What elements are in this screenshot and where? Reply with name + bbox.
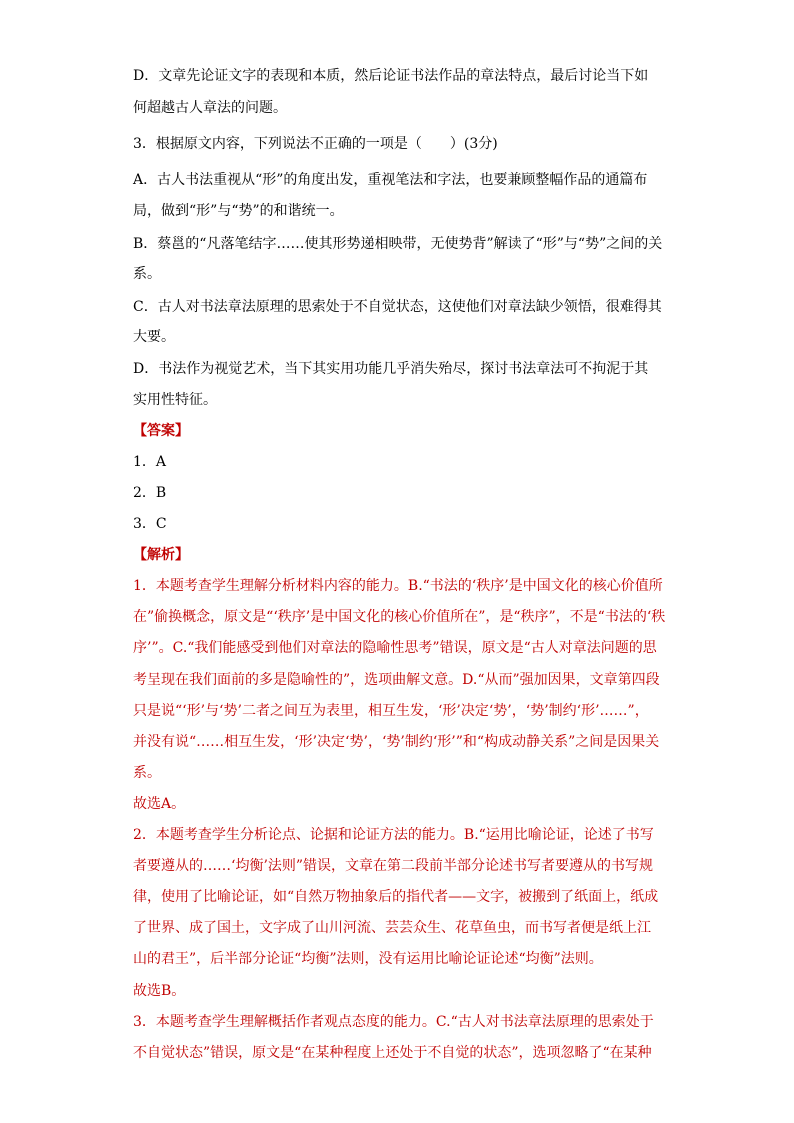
analysis-line: 1．本题考查学生理解分析材料内容的能力。B.“书法的‘秩序’是中国文化的核心价值所: [133, 578, 663, 594]
analysis-line: 并没有说“……相互生发，‘形’决定‘势’，‘势’制约‘形’”和“构成动静关系”之间是因果关: [133, 734, 660, 750]
q3-option-a-line2: 局，做到“形”与“势”的和谐统一。: [133, 203, 344, 219]
answer-item: 3．C: [133, 516, 167, 532]
analysis-line: 不自觉状态”错误，原文是“在某种程度上还处于不自觉的状态”，选项忽略了“在某种: [133, 1045, 652, 1061]
q3-option-d-line2: 实用性特征。: [133, 392, 217, 408]
analysis-line: 律，使用了比喻论证，如“自然万物抽象后的指代者——文字，被搬到了纸面上，纸成: [133, 889, 659, 905]
answer-header: 【答案】: [133, 423, 189, 439]
analysis-header: 【解析】: [133, 547, 189, 563]
analysis-line: 了世界、成了国土，文字成了山川河流、芸芸众生、花草鱼虫，而书写者便是纸上江: [133, 920, 651, 936]
option-d-line2: 何超越古人章法的问题。: [133, 100, 287, 116]
analysis-line: 山的君王”，后半部分论证“均衡”法则，没有运用比喻论证论述“均衡”法则。: [133, 951, 603, 967]
analysis-line: 只是说“‘形’与‘势’二者之间互为表里，相互生发，‘形’决定‘势’，‘势’制约‘形’……”，: [133, 703, 649, 719]
analysis-line: 在”偷换概念，原文是“‘秩序’是中国文化的核心价值所在”，是“秩序”，不是“书法的‘秩: [133, 609, 666, 625]
q3-option-a-line1: A．古人书法重视从“形”的角度出发，重视笔法和字法，也要兼顾整幅作品的通篇布: [133, 172, 648, 188]
q3-option-d-line1: D．书法作为视觉艺术，当下其实用功能几乎消失殆尽，探讨书法章法可不拘泥于其: [133, 361, 649, 377]
q3-option-b-line2: 系。: [133, 266, 161, 282]
analysis-line: 3．本题考查学生理解概括作者观点态度的能力。C.“古人对书法章法原理的思索处于: [133, 1014, 654, 1030]
q3-option-b-line1: B．蔡邕的“凡落笔结字……使其形势递相映带，无使势背”解读了“形”与“势”之间的关: [133, 236, 663, 252]
analysis-line: 2．本题考查学生分析论点、论据和论证方法的能力。B.“运用比喻论证，论述了书写: [133, 827, 654, 843]
analysis-line: 故选B。: [133, 983, 186, 999]
analysis-line: 故选A。: [133, 796, 186, 812]
answer-item: 2．B: [133, 485, 167, 501]
q3-option-c-line1: C．古人对书法章法原理的思索处于不自觉状态，这使他们对章法缺少领悟，很难得其: [133, 299, 662, 315]
question3-stem: 3．根据原文内容，下列说法不正确的一项是（ ）(3分): [133, 136, 498, 152]
analysis-line: 序’”。C.“我们能感受到他们对章法的隐喻性思考”错误，原文是“古人对章法问题的思: [133, 640, 657, 656]
analysis-line: 考呈现在我们面前的多是隐喻性的”，选项曲解文意。D.“从而”强加因果，文章第四段: [133, 672, 660, 688]
q3-option-c-line2: 大要。: [133, 329, 175, 345]
analysis-line: 者要遵从的……‘均衡’法则”错误，文章在第二段前半部分论述书写者要遵从的书写规: [133, 858, 654, 874]
analysis-line: 系。: [133, 765, 161, 781]
option-d-line1: D．文章先论证文字的表现和本质，然后论证书法作品的章法特点，最后讨论当下如: [133, 68, 649, 84]
answer-item: 1．A: [133, 454, 167, 470]
